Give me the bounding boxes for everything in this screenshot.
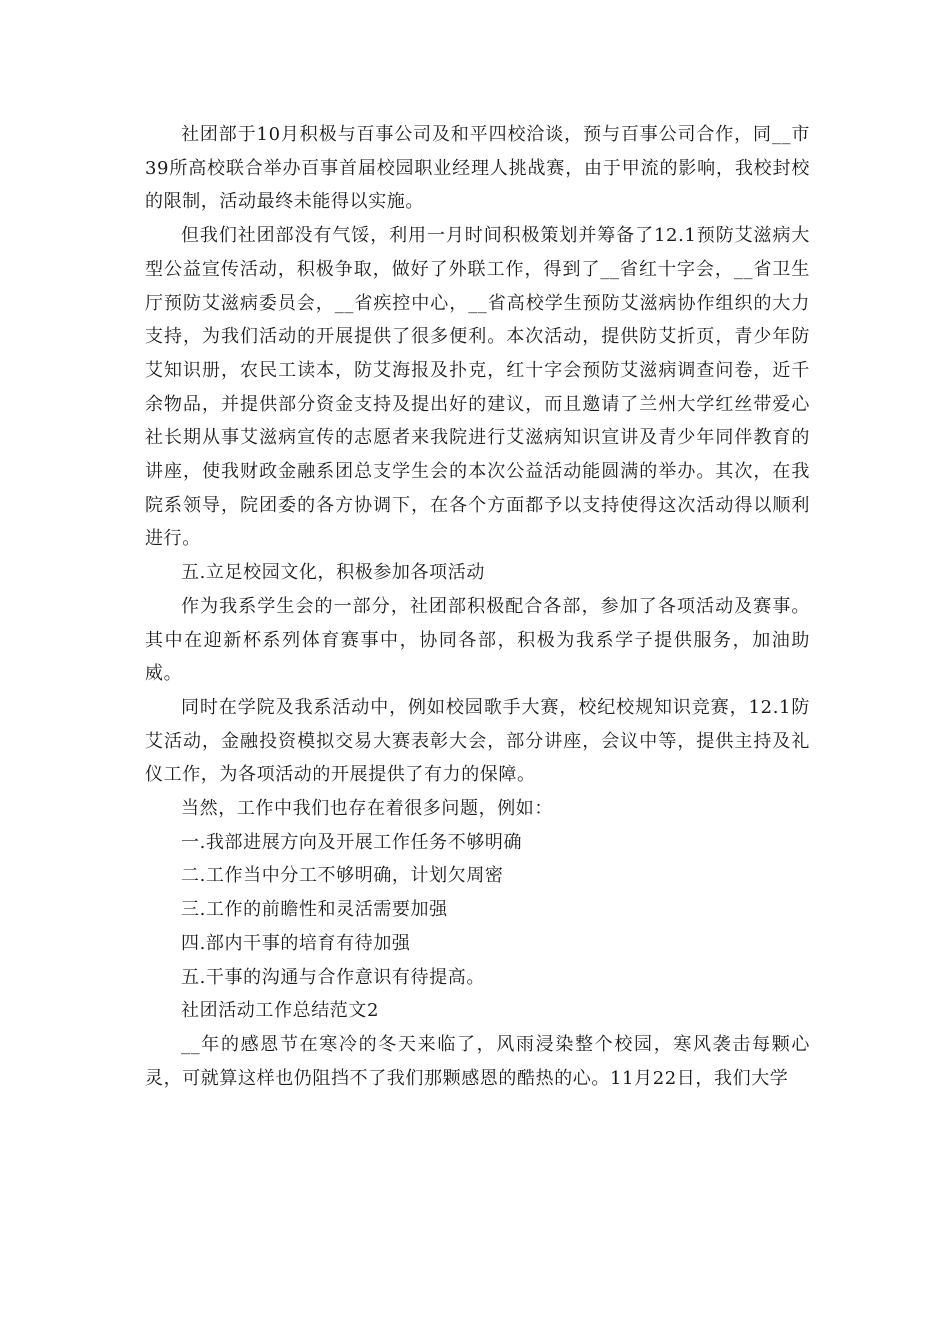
paragraph-cooperation: 作为我系学生会的一部分，社团部积极配合各部，参加了各项活动及赛事。其中在迎新杯系列体育赛事中，协同各部，积极为我系学子提供服务，加油助威。 xyxy=(145,595,810,685)
list-item-problem-4: 四.部内干事的培育有待加强 xyxy=(181,932,411,954)
section-title-sample-2: 社团活动工作总结范文2 xyxy=(181,1000,380,1022)
list-item-problem-3: 三.工作的前瞻性和灵活需要加强 xyxy=(181,899,448,921)
paragraph-thanksgiving: __年的感恩节在寒冷的冬天来临了，风雨浸染整个校园，寒风袭击每颗心灵，可就算这样也仍阻挡不了我们那颗感恩的酷热的心。11月22日，我们大学 xyxy=(145,1033,810,1089)
list-item-problem-1: 一.我部进展方向及开展工作任务不够明确 xyxy=(181,831,523,853)
list-item-problem-2: 二.工作当中分工不够明确，计划欠周密 xyxy=(181,865,504,887)
document-body xyxy=(145,118,810,1095)
paragraph-aids-campaign: 但我们社团部没有气馁，利用一月时间积极策划并筹备了12.1预防艾滋病大型公益宣传活动，积极争取，做好了外联工作，得到了__省红十字会，__省卫生厅预防艾滋病委员会，__省疾控中心，__省高校学生预防艾滋病协作组织的大力支持，为我们活动的开展提供了很多便利。本次活动，提供防艾折页，青少年防艾知识册，农民工读本，防艾海报及扑克，红十字会预防艾滋病调查问卷，近千余物品，并提供部分资金支持及提出好的建议，而且邀请了兰州大学红丝带爱心社长期从事艾滋病宣传的志愿者来我院进行艾滋病知识宣讲及青少年同伴教育的讲座，使我财政金融系团总支学生会的本次公益活动能圆满的举办。其次，在我院系领导，院团委的各方协调下，在各个方面都予以支持使得这次活动得以顺利进行。 xyxy=(145,225,810,550)
paragraph-intro-pepsi: 社团部于10月积极与百事公司及和平四校洽谈，预与百事公司合作，同__市39所高校联合举办百事首届校园职业经理人挑战赛，由于甲流的影响，我校封校的限制，活动最终未能得以实施。 xyxy=(145,124,810,213)
list-item-problem-5: 五.干事的沟通与合作意识有待提高。 xyxy=(181,966,485,988)
paragraph-activities: 同时在学院及我系活动中，例如校园歌手大赛，校纪校规知识竞赛，12.1防艾活动，金融投资模拟交易大赛表彰大会，部分讲座，会议中等，提供主持及礼仪工作，为各项活动的开展提供了有力的保障。 xyxy=(145,696,810,786)
section-heading-campus-culture: 五.立足校园文化，积极参加各项活动 xyxy=(181,562,485,584)
paragraph-problems-intro: 当然，工作中我们也存在着很多问题，例如： xyxy=(181,798,553,820)
